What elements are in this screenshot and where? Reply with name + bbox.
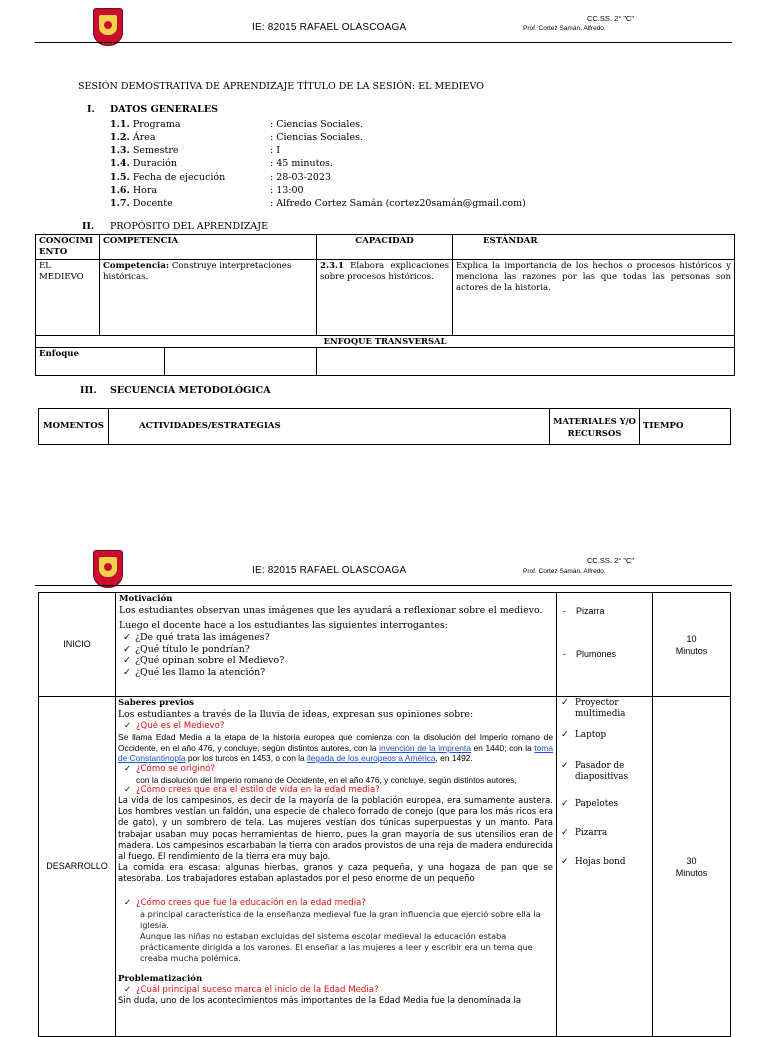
enfoque-row: [36, 348, 317, 376]
course-label: CC.SS. 2° "C": [587, 14, 635, 23]
estandar-cell: Explica la importancia de los hechos o procesos históricos y menciona las razones por las que todas las personas son actores de la historia.: [453, 260, 735, 336]
motivacion-text: Los estudiantes observan unas imágenes que les ayudará a reflexionar sobre el medievo.: [119, 605, 543, 616]
inicio-question: ✓ ¿Qué les llamo la atención?: [123, 666, 266, 678]
session-title: SESIÓN DEMOSTRATIVA DE APRENDIZAJE TÍTULO DE LA SESIÓN: EL MEDIEVO: [78, 81, 484, 92]
header-competencia: COMPETENCIA: [100, 235, 317, 260]
teacher-label-page2: Prof. Cortez Samán, Alfredo.: [523, 568, 606, 575]
secuencia-table: [38, 592, 731, 1037]
material-item: ✓ Laptop: [561, 730, 607, 740]
question-educacion: ✓ ¿Cómo crees que fue la educación en la edad media?: [124, 897, 366, 908]
school-name: IE: 82015 RAFAEL OLASCOAGA: [252, 22, 407, 33]
datos-row-value: : Alfredo Cortez Samán (cortez20samán@gmail.com): [270, 198, 526, 209]
inicio-activities: [116, 593, 557, 697]
datos-row-value: : 45 minutos.: [270, 158, 334, 169]
problematizacion-title: Problematización: [118, 973, 203, 984]
question-medievo: ✓ ¿Qué es el Medievo?: [124, 721, 225, 731]
conocimiento-cell: EL MEDIEVO: [36, 260, 100, 336]
section2-title: PROPÓSITO DEL APRENDIZAJE: [110, 221, 269, 232]
motivacion-prompt: Luego el docente hace a los estudiantes las siguientes interrogantes:: [119, 620, 448, 631]
question-origen: ✓ ¿Cómo se originó?: [124, 763, 215, 774]
datos-row-number: 1.7. Docente: [110, 198, 173, 209]
answer-comida: La comida era escasa: algunas hierbas, granos y caza pequeña, y una hogaza de pan que se atesoraba. Los trabajadores estaban aplastados por el peso enorme de un pequeño: [118, 863, 553, 885]
datos-row-number: 1.6. Hora: [110, 185, 158, 196]
header-actividades: ACTIVIDADES/ESTRATEGIAS: [109, 409, 550, 445]
datos-row-value: : Ciencias Sociales.: [270, 132, 363, 143]
school-logo-page2: [93, 550, 123, 588]
answer-educacion-2: Aunque las niñas no estaban excluidas del sistema escolar medieval la educación estaba prácticamente dirigida a los varones. El enseñar a las mujeres a leer y escribir era un tema que creaba mucha polémica.: [140, 930, 533, 963]
header-momentos: MOMENTOS: [39, 409, 109, 445]
question-inicio-edad-media: ✓ ¿Cuál principal suceso marca el inicio de la Edad Media?: [124, 984, 379, 995]
datos-row-number: 1.2. Área: [110, 132, 156, 143]
datos-row-number: 1.4. Duración: [110, 158, 178, 169]
tiempo-inicio: 10 Minutos: [653, 593, 731, 697]
school-logo: [93, 8, 123, 46]
capacidad-number: 2.3.1: [320, 261, 344, 271]
header-divider-page2: [35, 585, 732, 586]
inicio-questions: [119, 632, 553, 678]
tiempo-desarrollo: 30 Minutos: [653, 697, 731, 1037]
capacidad-text: Elabora explicaciones sobre procesos históricos.: [320, 261, 449, 282]
section3-number: III.: [80, 385, 97, 396]
header-conocimiento: CONOCIMI ENTO: [36, 235, 100, 260]
section3-title: SECUENCIA METODOLÓGICA: [110, 385, 271, 396]
datos-row-number: 1.1. Programa: [110, 119, 181, 130]
link-imprenta[interactable]: invención de la imprenta: [379, 742, 471, 753]
link-constantinopla[interactable]: toma de Constantinopla: [118, 742, 553, 763]
material-item: ✓ Proyector multimedia: [561, 698, 626, 719]
header-capacidad: CAPACIDAD: [317, 235, 453, 260]
inicio-question: ✓ ¿Qué opinan sobre el Medievo?: [123, 655, 285, 666]
material-item: ✓ Pizarra: [561, 828, 608, 838]
inicio-materials: [557, 593, 653, 697]
teacher-label: Prof. Cortez Samán, Alfredo.: [523, 25, 606, 32]
datos-row-value: : 28-03-2023: [270, 172, 331, 183]
section1-title: DATOS GENERALES: [110, 104, 218, 115]
inicio-question: ✓ ¿De qué trata las imágenes?: [123, 632, 270, 643]
header-tiempo: TIEMPO: [640, 409, 731, 445]
desarrollo-activities: [116, 697, 557, 1037]
answer-educacion: a principal característica de la enseñanza medieval fue la gran influencia que ejerció sobre ella la iglesia.: [140, 908, 541, 930]
datos-row-number: 1.5. Fecha de ejecución: [110, 172, 226, 183]
answer-estilo-vida: La vida de los campesinos, es decir de la mayoría de la población europea, era sumamente austera. Los hombres vestían un faldón, una especie de chaleco forrado de conejo (que para los más ricos era de gato), y un sombrero de tela. Las mujeres vestían dos túnicas superpuestas y un manto. Para trabajar usaban muy pocas herramientas de hierro, pues la gran mayoría de sus utensilios eran de madera. Los campesinos escarbaban la tierra con arados provistos de una reja de madera endurecida al fuego. El rendimiento de la tierra era muy bajo.: [118, 796, 553, 863]
school-name-page2: IE: 82015 RAFAEL OLASCOAGA: [252, 565, 407, 576]
answer-medievo: Se llama Edad Media a la etapa de la historia europea que comienza con la disolución del Imperio romano de Occidente, en el año 476, y concluye, según distintos autores, con la invención de la imprenta en 1440; con la toma de Constantinopla por los turcos en 1453, o con la llegada de los europeos a América, en 1492.: [118, 732, 553, 763]
answer-origen: con la disolución del Imperio romano de Occidente, en el año 476, y concluye, según distintos autores,: [136, 774, 517, 785]
momento-desarrollo: DESARROLLO: [39, 697, 116, 1037]
course-label-page2: CC.SS. 2° "C": [587, 556, 635, 565]
secuencia-header-table: [38, 408, 731, 445]
material-item: ✓ Pasador de diapositivas: [561, 761, 629, 782]
competencia-label: Competencia:: [103, 261, 170, 271]
section1-number: I.: [87, 104, 95, 115]
enfoque-header: ENFOQUE TRANSVERSAL: [36, 336, 735, 348]
enfoque-value: [317, 348, 735, 376]
link-america[interactable]: llegada de los europeos a América: [307, 753, 436, 763]
proposito-table: [35, 234, 735, 376]
material-item: - Plumones: [563, 649, 617, 659]
inicio-question: ✓ ¿Qué título le pondrían?: [123, 643, 250, 655]
datos-row-value: : I: [270, 145, 280, 156]
motivacion-title: Motivación: [119, 594, 173, 604]
section2-number: II.: [82, 221, 95, 232]
material-item: - Pizarra: [563, 606, 605, 616]
enfoque-label: Enfoque: [36, 348, 165, 375]
question-estilo-vida: ✓ ¿Cómo crees que era el estilo de vida en la edad media?: [124, 785, 380, 795]
answer-inicio-edad-media: Sin duda, uno de los acontecimientos más importantes de la Edad Media fue la denominada la: [118, 995, 522, 1006]
datos-row-value: : Ciencias Sociales.: [270, 119, 363, 130]
competencia-text: Construye interpretaciones históricas.: [103, 261, 292, 282]
datos-row-value: : 13:00: [270, 185, 304, 196]
header-divider: [35, 42, 732, 43]
saberes-title: Saberes previos: [118, 698, 194, 708]
saberes-intro: Los estudiantes a través de la lluvia de ideas, expresan sus opiniones sobre:: [118, 709, 474, 720]
material-item: ✓ Papelotes: [561, 799, 618, 809]
momento-inicio: INICIO: [39, 593, 116, 697]
desarrollo-materials: [557, 697, 653, 1037]
header-estandar: ESTÁNDAR: [453, 235, 735, 260]
material-item: ✓ Hojas bond: [561, 857, 626, 867]
datos-row-number: 1.3. Semestre: [110, 145, 179, 156]
competencia-cell: [100, 260, 317, 336]
header-materiales: MATERIALES Y/O RECURSOS: [550, 409, 640, 445]
capacidad-cell: [317, 260, 453, 336]
